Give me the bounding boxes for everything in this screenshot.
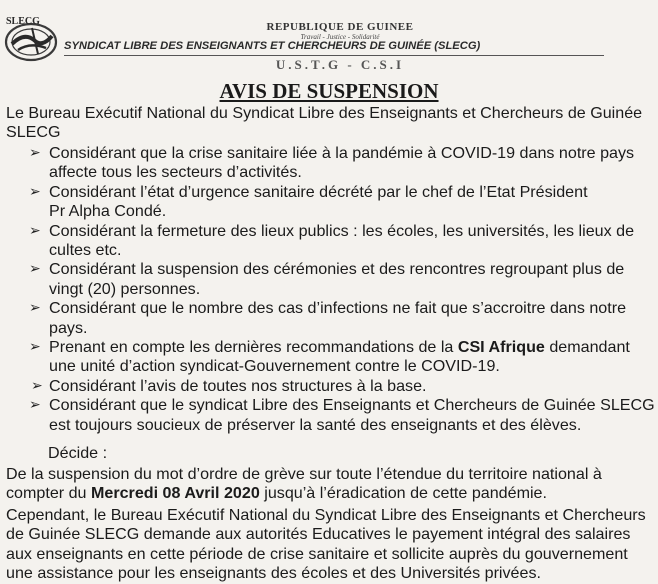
decision-paragraph bbox=[6, 465, 612, 504]
paragraph-line: de Guinée SLECG demande aux autorités Educatives le payement intégral des salaires bbox=[6, 525, 631, 544]
arrow-bullet-icon: ➢ bbox=[29, 145, 41, 161]
item-line: Considérant que le syndicat Libre des Enseignants et Chercheurs de Guinée SLECG bbox=[49, 396, 655, 415]
list-item bbox=[0, 221, 635, 261]
item-line: cultes etc. bbox=[49, 241, 122, 260]
arrow-bullet-icon: ➢ bbox=[29, 300, 41, 317]
list-item bbox=[0, 338, 630, 377]
arrow-bullet-icon: ➢ bbox=[29, 222, 41, 239]
item-line: Considérant que la crise sanitaire liée à la pandémie à COVID-19 dans notre pays bbox=[49, 144, 635, 162]
arrow-bullet-icon: ➢ bbox=[29, 397, 41, 414]
logo-lettering: SLECG bbox=[6, 16, 40, 27]
item-line: Considérant la suspension des cérémonies et des rencontres regroupant plus de bbox=[49, 260, 625, 279]
union-name: SYNDICAT LIBRE DES ENSEIGNANTS ET CHERCHEURS DE GUINÉE (SLECG) bbox=[64, 40, 481, 52]
arrow-bullet-icon: ➢ bbox=[29, 261, 41, 278]
item-line: pays. bbox=[49, 318, 88, 337]
national-motto: Travail - Justice - Solidarité bbox=[300, 33, 380, 41]
csi-afrique-emphasis: CSI Afrique bbox=[457, 338, 545, 357]
list-item bbox=[0, 396, 655, 435]
item-line: est toujours soucieux de préserver la santé des enseignants et des élèves. bbox=[49, 415, 582, 434]
item-line: affecte tous les secteurs d’activités. bbox=[49, 163, 302, 182]
list-item bbox=[0, 299, 627, 338]
item-line: vingt (20) personnes. bbox=[49, 279, 201, 298]
header-divider bbox=[64, 55, 604, 56]
item-line: Considérant que le nombre des cas d’infections ne fait que s’accroitre dans notre bbox=[49, 299, 627, 318]
considerations-list bbox=[0, 144, 658, 435]
item-line: une unité d’action syndicat-Gouvernement contre le COVID-19. bbox=[49, 357, 500, 376]
item-line: Considérant la fermeture des lieux publics : les écoles, les universités, les lieux de bbox=[49, 221, 635, 240]
intro-line: Le Bureau Exécutif National du Syndicat Libre des Enseignants et Chercheurs de Guinée bbox=[6, 104, 643, 122]
arrow-bullet-icon: ➢ bbox=[29, 339, 41, 356]
republic-heading: REPUBLIQUE DE GUINEE bbox=[266, 21, 414, 33]
arrow-bullet-icon: ➢ bbox=[29, 183, 41, 200]
document-title: AVIS DE SUSPENSION bbox=[219, 79, 439, 103]
intro-paragraph bbox=[6, 104, 646, 143]
paragraph-line: De la suspension du mot d’ordre de grève sur toute l’étendue du territoire national à bbox=[6, 465, 602, 483]
intro-line: SLECG bbox=[6, 123, 61, 142]
item-line: Considérant l’avis de toutes nos structures à la base. bbox=[49, 376, 427, 395]
item-line: Pr Alpha Condé. bbox=[49, 202, 167, 221]
demand-paragraph bbox=[6, 506, 646, 584]
list-item bbox=[0, 183, 619, 222]
item-line: Prenant en compte les dernières recommandations de la CSI Afrique demandant bbox=[49, 338, 630, 357]
arrow-bullet-icon: ➢ bbox=[31, 377, 43, 394]
paragraph-line: aux enseignants en cette période de crise sanitaire et sollicite auprès du gouvernement bbox=[6, 544, 628, 563]
date-emphasis: Mercredi 08 Avril 2020 bbox=[90, 484, 260, 503]
union-affiliation: U.S.T.G - C.S.I bbox=[275, 57, 405, 72]
list-item bbox=[0, 260, 625, 299]
list-item bbox=[0, 377, 619, 396]
paragraph-line: une assistance pour les enseignants des écoles et des Universités privées. bbox=[6, 564, 541, 583]
decision-heading: Décide : bbox=[48, 444, 108, 462]
item-line: Considérant l’état d’urgence sanitaire décrété par le chef de l’Etat Président bbox=[49, 182, 588, 201]
slecg-logo bbox=[2, 14, 64, 64]
list-item bbox=[0, 144, 635, 183]
paragraph-line: Cependant, le Bureau Exécutif National du Syndicat Libre des Enseignants et Chercheurs bbox=[6, 506, 646, 524]
paragraph-line: compter du Mercredi 08 Avril 2020 jusqu’à l’éradication de cette pandémie. bbox=[6, 484, 547, 503]
